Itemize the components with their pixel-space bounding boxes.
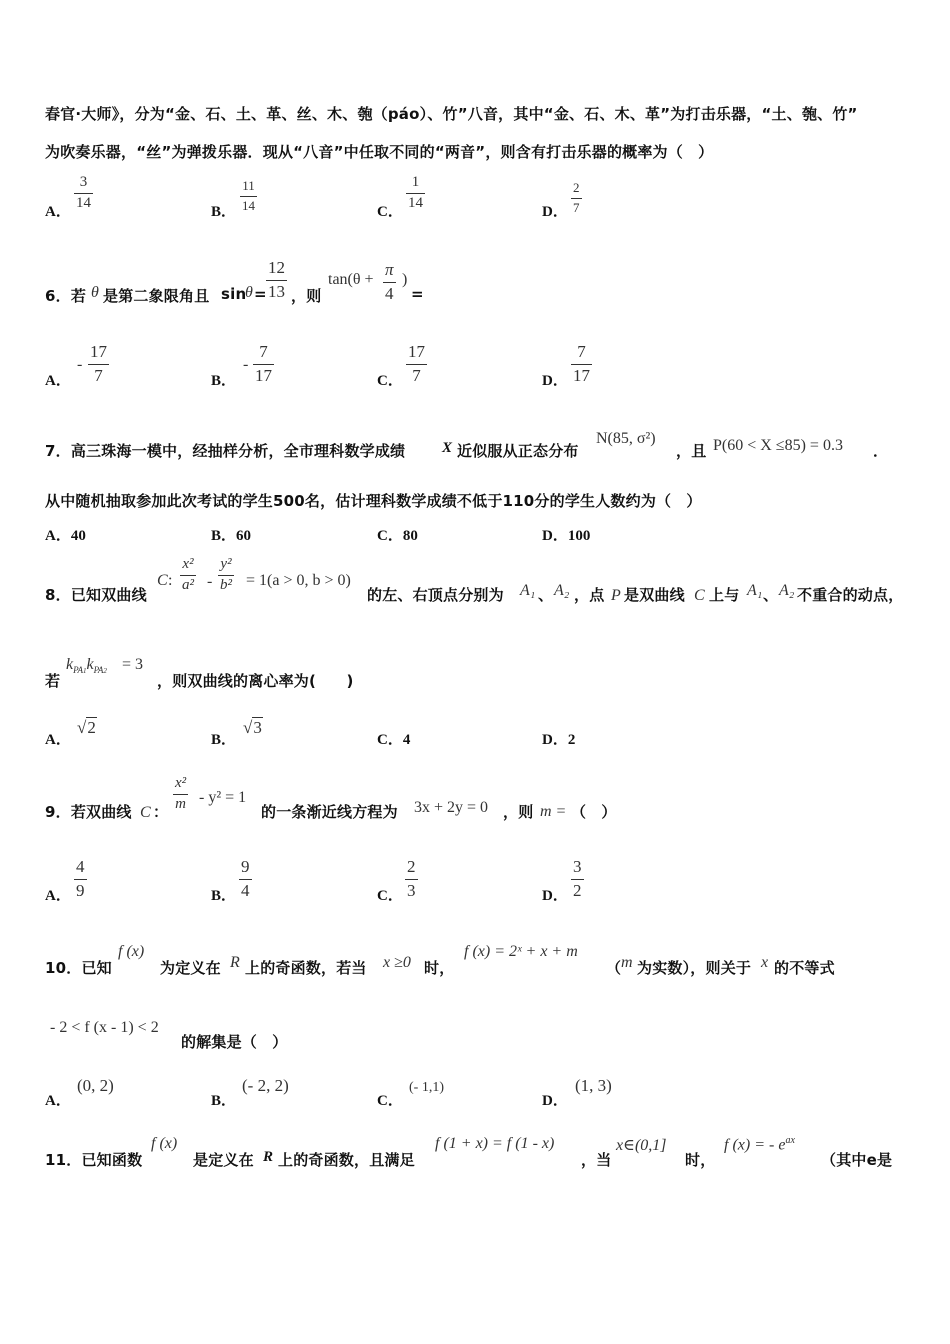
q7-period: ． bbox=[873, 442, 889, 460]
q6-option-a-fraction bbox=[88, 342, 109, 386]
q10-t1: 为定义在 bbox=[160, 959, 221, 977]
q10-t3: 时， bbox=[424, 959, 455, 977]
q5-option-c-fraction bbox=[406, 174, 425, 212]
q8-option-b-value: √3 bbox=[243, 718, 262, 737]
q9-fraction bbox=[173, 775, 188, 813]
option-value: 60 bbox=[236, 528, 252, 544]
q10-t6: 的解集是（ ） bbox=[181, 1033, 288, 1051]
q10-t4b: 为实数），则关于 bbox=[637, 959, 752, 977]
fraction-denominator: 14 bbox=[408, 195, 423, 211]
k2: k bbox=[86, 656, 94, 673]
q11-t5: （其中e是 bbox=[821, 1151, 893, 1169]
fraction-denominator: a² bbox=[182, 577, 194, 593]
q7-line2: 从中随机抽取参加此次考试的学生500名，估计理科数学成绩不低于110分的学生人数约为（ ） bbox=[45, 492, 702, 510]
q7-comma: ，且 bbox=[676, 442, 707, 460]
q6-tan: tan(θ + bbox=[328, 271, 374, 288]
q10-fx: f (x) bbox=[118, 943, 145, 960]
q7-line1a: 7．高三珠海一模中，经抽样分析，全市理科数学成绩 bbox=[45, 442, 406, 460]
q5-option-b-fraction bbox=[240, 178, 257, 214]
q8-A1: A₁ bbox=[520, 582, 536, 599]
q6-pi-fraction bbox=[383, 260, 396, 304]
fraction-numerator: 1 bbox=[411, 174, 420, 190]
q8-t1: 的左、右顶点分别为 bbox=[367, 586, 504, 604]
q9-t1: 的一条渐近线方程为 bbox=[261, 803, 398, 821]
q11-dom: x∈(0,1] bbox=[616, 1137, 667, 1154]
q8-option-c[interactable] bbox=[377, 728, 410, 749]
fraction-denominator: 17 bbox=[573, 366, 590, 385]
q8-option-b-label[interactable]: B． bbox=[211, 732, 237, 748]
q8-t3: 是双曲线 bbox=[624, 586, 685, 604]
q10-prefix: 10．已知 bbox=[45, 959, 112, 977]
q8-minus: - bbox=[207, 573, 213, 590]
q8-A2b: A₂ bbox=[779, 582, 795, 599]
q6-fraction bbox=[266, 258, 287, 302]
q6-prefix: 6．若 bbox=[45, 287, 87, 305]
fraction-denominator: 3 bbox=[407, 881, 416, 900]
q6-option-b-fraction bbox=[253, 342, 274, 386]
q10-option-b-label[interactable]: B． bbox=[211, 1093, 237, 1109]
q6-option-c-fraction bbox=[406, 342, 427, 386]
q5-option-c-label[interactable]: C． bbox=[377, 204, 403, 220]
fraction-denominator: 17 bbox=[255, 366, 272, 385]
q9-option-b-label[interactable]: B． bbox=[211, 888, 237, 904]
q9-prefix: 9．若双曲线 bbox=[45, 803, 132, 821]
q8-option-d[interactable] bbox=[542, 728, 575, 749]
q7-X: X bbox=[442, 440, 453, 456]
q7-option-a[interactable] bbox=[45, 524, 86, 545]
q8-colon: : bbox=[168, 572, 173, 589]
q10-R: R bbox=[230, 954, 240, 971]
option-value: 40 bbox=[70, 528, 86, 544]
q9-C: C bbox=[140, 804, 151, 821]
q10-option-c-value: (- 1,1) bbox=[409, 1080, 444, 1095]
q8-option-a-value: √2 bbox=[77, 718, 96, 737]
fraction-numerator: 3 bbox=[79, 174, 88, 190]
fraction-numerator: 12 bbox=[268, 258, 285, 277]
fraction-numerator: 17 bbox=[408, 342, 425, 361]
q5-option-a-fraction bbox=[74, 174, 93, 212]
fraction-denominator: 4 bbox=[385, 284, 394, 303]
q10-cond: x ≥0 bbox=[383, 954, 411, 971]
fraction-denominator: 7 bbox=[573, 200, 580, 215]
option-label: D． bbox=[542, 528, 568, 544]
q8-sep1: 、 bbox=[538, 586, 554, 604]
q9-option-a-fraction bbox=[74, 857, 87, 901]
q5-text-line1: 春官·大师》，分为“金、石、土、革、丝、木、匏（páo）、竹”八音，其中“金、石、木、革”为打击乐器，“土、匏、竹” bbox=[45, 105, 858, 123]
fraction-numerator: 11 bbox=[242, 178, 255, 193]
q9-option-b-fraction bbox=[239, 857, 252, 901]
q10-option-a-value: (0, 2) bbox=[77, 1076, 114, 1095]
fraction-denominator: b² bbox=[220, 577, 232, 593]
q9-mq: m = bbox=[540, 803, 567, 820]
q8-rest: = 1(a > 0, b > 0) bbox=[246, 572, 351, 589]
q6-option-a-sign: - bbox=[77, 356, 83, 373]
q10-option-d-label[interactable]: D． bbox=[542, 1093, 568, 1109]
option-label: D． bbox=[542, 732, 568, 748]
q8-k-product: $k_{PA1}k_{PA2}$ bbox=[66, 656, 107, 676]
q10-t4a: （ bbox=[606, 959, 622, 977]
q11-def bbox=[724, 1135, 795, 1154]
sqrt-radicand: 3 bbox=[253, 718, 262, 737]
q9-t2: ，则 bbox=[503, 803, 534, 821]
q11-t1: 是定义在 bbox=[193, 1151, 254, 1169]
option-label: B． bbox=[211, 528, 237, 544]
option-value: 4 bbox=[402, 732, 411, 748]
q6-option-b-label[interactable]: B． bbox=[211, 373, 237, 389]
q6-option-d-label[interactable]: D． bbox=[542, 373, 568, 389]
q6-option-a-label[interactable]: A． bbox=[45, 373, 71, 389]
option-value: 2 bbox=[567, 732, 576, 748]
q7-option-d[interactable] bbox=[542, 524, 590, 545]
q9-option-c-fraction bbox=[405, 857, 418, 901]
q6-then: ，则 bbox=[291, 287, 322, 305]
q8-x-fraction bbox=[180, 556, 196, 594]
fraction-numerator: 3 bbox=[573, 857, 582, 876]
fraction-numerator: 4 bbox=[76, 857, 85, 876]
fraction-numerator: π bbox=[385, 260, 394, 279]
q9-option-a-label[interactable]: A． bbox=[45, 888, 71, 904]
q9-rest: - y² = 1 bbox=[199, 789, 247, 806]
q8-C2: C bbox=[694, 587, 705, 604]
q8-y-fraction bbox=[218, 556, 234, 594]
option-value: 80 bbox=[402, 528, 418, 544]
q7-option-b[interactable] bbox=[211, 524, 251, 545]
q9-t3: （ ） bbox=[571, 803, 617, 821]
q8-A2: A₂ bbox=[554, 582, 570, 599]
q6-option-d-fraction bbox=[571, 342, 592, 386]
fraction-denominator: 4 bbox=[241, 881, 250, 900]
q8-C: C bbox=[157, 572, 168, 589]
q6-close: ) bbox=[402, 271, 408, 288]
fraction-numerator: y² bbox=[220, 556, 232, 572]
q10-ineq: - 2 < f (x - 1) < 2 bbox=[50, 1019, 159, 1036]
fraction-numerator: x² bbox=[182, 556, 194, 572]
q5-option-d-label[interactable]: D． bbox=[542, 204, 568, 220]
q7-line1b: 近似服从正态分布 bbox=[457, 442, 579, 460]
sqrt-radicand: 2 bbox=[87, 718, 96, 737]
q10-t2: 上的奇函数，若当 bbox=[245, 959, 367, 977]
q10-option-d-value: (1, 3) bbox=[575, 1076, 612, 1095]
q8-P: P bbox=[611, 587, 621, 604]
q9-option-d-fraction bbox=[571, 857, 584, 901]
option-label: C． bbox=[377, 732, 403, 748]
q8-t5: 不重合的动点， bbox=[797, 586, 904, 604]
fraction-denominator: 13 bbox=[268, 282, 285, 301]
fraction-denominator: 9 bbox=[76, 881, 85, 900]
q10-x: x bbox=[761, 954, 769, 971]
q6-eq: = bbox=[254, 285, 267, 303]
q10-option-b-value: (- 2, 2) bbox=[242, 1076, 289, 1095]
q6-option-c-label[interactable]: C． bbox=[377, 373, 403, 389]
q8-option-a-label[interactable]: A． bbox=[45, 732, 71, 748]
fraction-numerator: 7 bbox=[259, 342, 268, 361]
option-label: C． bbox=[377, 528, 403, 544]
q6-sin: sin bbox=[221, 285, 247, 303]
q11-fx: f (x) bbox=[151, 1135, 178, 1152]
q8-line2a: 若 bbox=[45, 672, 61, 690]
q6-option-b-sign: - bbox=[243, 356, 249, 373]
q6-equals: = bbox=[411, 285, 424, 303]
q8-sep2: 、 bbox=[763, 586, 779, 604]
option-label: A． bbox=[45, 528, 71, 544]
q8-kexpr: = 3 bbox=[122, 656, 144, 673]
q6-theta: θ bbox=[91, 284, 99, 301]
fraction-denominator: 7 bbox=[412, 366, 421, 385]
option-value: 100 bbox=[567, 528, 591, 544]
q5-option-a-label[interactable]: A． bbox=[45, 204, 71, 220]
q5-text-line2: 为吹奏乐器，“丝”为弹拨乐器．现从“八音”中任取不同的“两音”，则含有打击乐器的概率为（ ） bbox=[45, 143, 714, 161]
q8-t2: ，点 bbox=[574, 586, 605, 604]
q10-option-a-label[interactable]: A． bbox=[45, 1093, 71, 1109]
fraction-denominator: 14 bbox=[76, 195, 91, 211]
fraction-denominator: m bbox=[175, 796, 186, 812]
q10-option-c-label[interactable]: C． bbox=[377, 1093, 403, 1109]
q11-sym: f (1 + x) = f (1 - x) bbox=[435, 1135, 555, 1152]
k1: k bbox=[66, 656, 74, 673]
q11-R: R bbox=[263, 1149, 274, 1165]
q6-theta2: θ bbox=[245, 284, 253, 301]
fraction-denominator: 14 bbox=[242, 198, 255, 213]
q9-option-d-label[interactable]: D． bbox=[542, 888, 568, 904]
fraction-denominator: 7 bbox=[94, 366, 103, 385]
q7-normal: N(85, σ²) bbox=[596, 430, 656, 447]
def-exponent: ax bbox=[785, 1135, 795, 1146]
q11-prefix: 11．已知函数 bbox=[45, 1151, 143, 1169]
q8-A1b: A₁ bbox=[747, 582, 763, 599]
q5-option-b-label[interactable]: B． bbox=[211, 204, 237, 220]
fraction-numerator: x² bbox=[175, 775, 187, 791]
q9-line: 3x + 2y = 0 bbox=[414, 799, 489, 816]
fraction-numerator: 17 bbox=[90, 342, 107, 361]
q9-option-c-label[interactable]: C． bbox=[377, 888, 403, 904]
fraction-numerator: 7 bbox=[577, 342, 586, 361]
q10-def: f (x) = 2ˣ + x + m bbox=[464, 943, 578, 960]
def-base: f (x) = - e bbox=[724, 1136, 786, 1154]
q8-prefix: 8．已知双曲线 bbox=[45, 586, 147, 604]
q10-m: m bbox=[621, 954, 633, 971]
q10-t5: 的不等式 bbox=[774, 959, 835, 977]
q7-prob: P(60 < X ≤85) = 0.3 bbox=[713, 437, 843, 454]
fraction-numerator: 2 bbox=[573, 180, 580, 195]
q11-t2: 上的奇函数，且满足 bbox=[278, 1151, 415, 1169]
q5-option-d-fraction bbox=[571, 180, 582, 216]
q9-colon: ： bbox=[153, 803, 169, 821]
q7-option-c[interactable] bbox=[377, 524, 418, 545]
q8-line2b: ，则双曲线的离心率为( ) bbox=[157, 672, 354, 690]
q11-t4: 时， bbox=[685, 1151, 716, 1169]
fraction-denominator: 2 bbox=[573, 881, 582, 900]
q11-t3: ，当 bbox=[581, 1151, 612, 1169]
q8-t4: 上与 bbox=[709, 586, 740, 604]
fraction-numerator: 2 bbox=[407, 857, 416, 876]
q6-mid: 是第二象限角且 bbox=[103, 287, 210, 305]
fraction-numerator: 9 bbox=[241, 857, 250, 876]
